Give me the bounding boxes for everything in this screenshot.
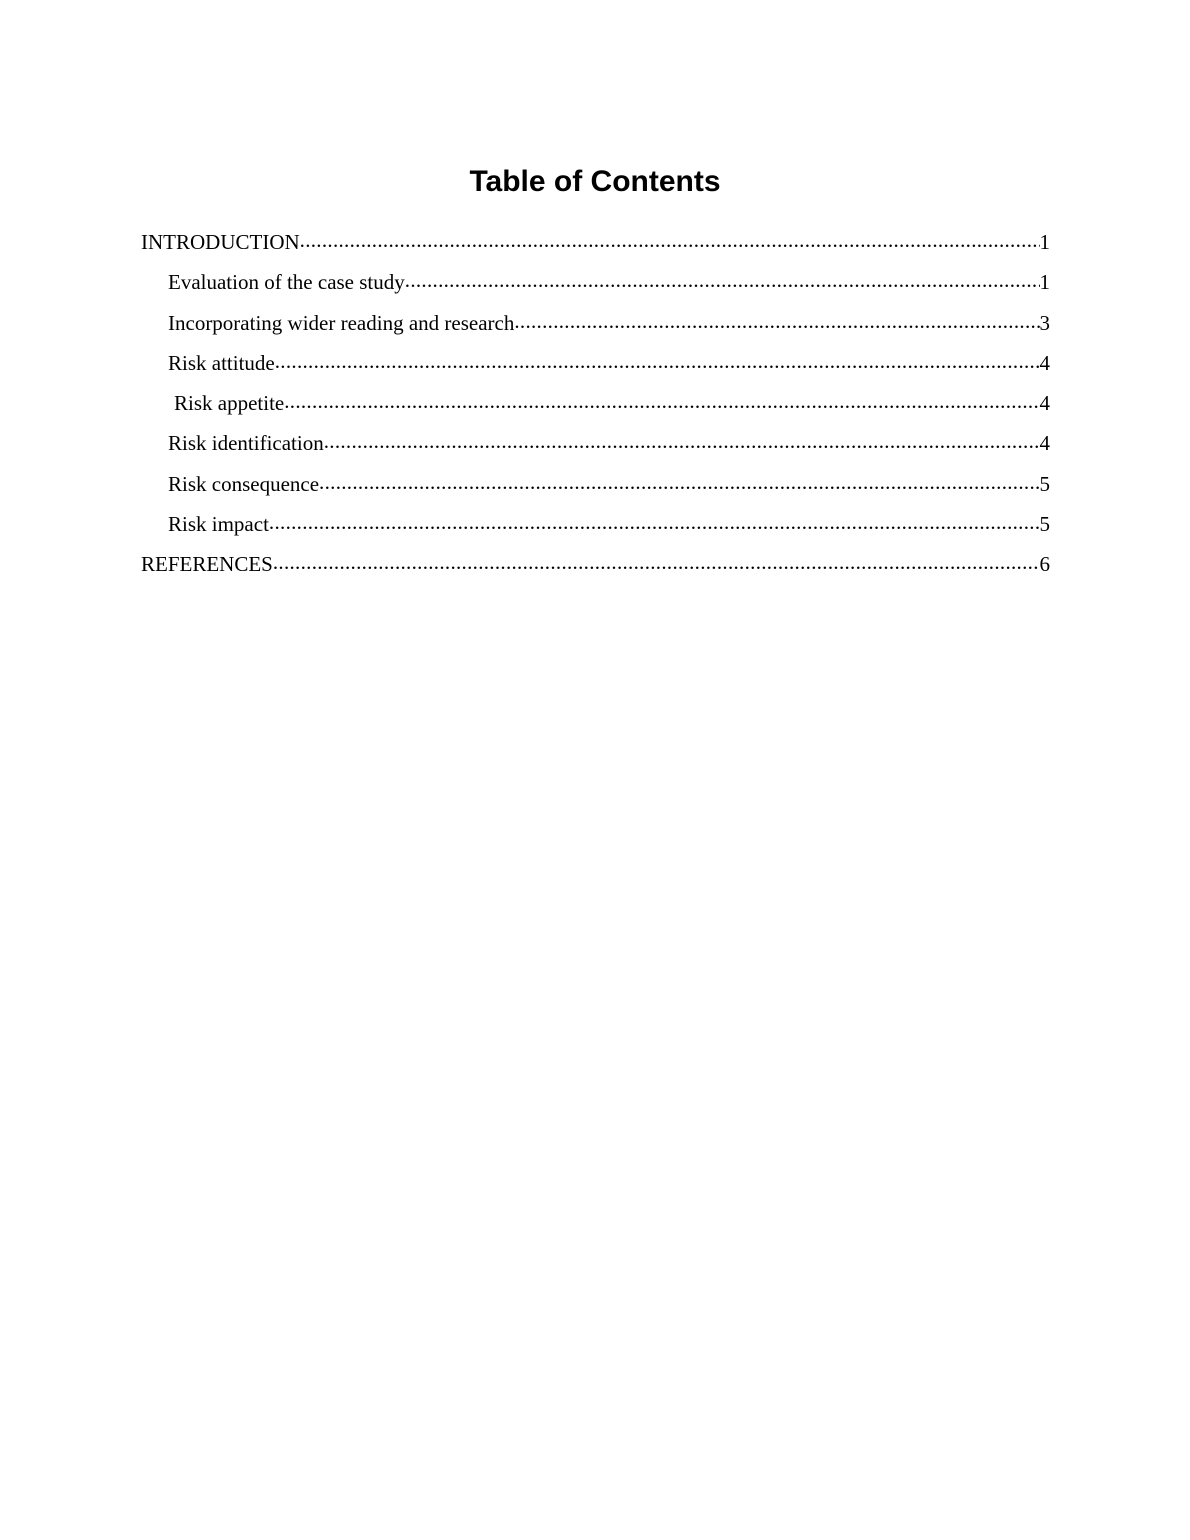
toc-dot-leader bbox=[324, 429, 1040, 450]
toc-entry-label: Risk attitude bbox=[168, 350, 275, 375]
toc-dot-leader bbox=[269, 510, 1040, 531]
toc-dot-leader bbox=[273, 550, 1040, 571]
toc-entry-risk-consequence[interactable] bbox=[141, 470, 1050, 510]
toc-dot-leader bbox=[514, 309, 1039, 330]
toc-page-number: 5 bbox=[1039, 512, 1050, 537]
toc-dot-leader bbox=[405, 268, 1040, 289]
toc-entry-label: Risk appetite bbox=[174, 391, 285, 416]
toc-title: Table of Contents bbox=[469, 165, 721, 198]
toc-entry-label: REFERENCES bbox=[141, 552, 273, 577]
toc-dot-leader bbox=[275, 349, 1040, 370]
toc-entry-evaluation[interactable] bbox=[141, 268, 1050, 308]
toc-page-number: 6 bbox=[1039, 552, 1050, 577]
toc-entry-label: Risk identification bbox=[168, 431, 324, 456]
toc-page-number: 4 bbox=[1039, 391, 1050, 416]
toc-entry-label: Evaluation of the case study bbox=[168, 270, 405, 295]
toc-page-number: 4 bbox=[1039, 350, 1050, 375]
toc-page-number: 4 bbox=[1039, 431, 1050, 456]
toc-entry-risk-identification[interactable] bbox=[141, 429, 1050, 469]
toc-entry-introduction[interactable] bbox=[141, 228, 1050, 268]
toc-entry-label: INTRODUCTION bbox=[141, 230, 300, 254]
toc-entry-risk-impact[interactable] bbox=[141, 510, 1050, 550]
toc-dot-leader bbox=[284, 389, 1039, 410]
toc-entry-risk-appetite[interactable] bbox=[141, 389, 1050, 429]
toc-entry-references[interactable] bbox=[141, 550, 1050, 590]
toc-page-number: 3 bbox=[1039, 310, 1050, 335]
toc-entry-label: Incorporating wider reading and research bbox=[168, 310, 515, 335]
toc-entry-risk-attitude[interactable] bbox=[141, 349, 1050, 389]
toc-list bbox=[141, 228, 1050, 591]
toc-entry-wider-reading[interactable] bbox=[141, 309, 1050, 349]
toc-entry-label: Risk impact bbox=[168, 512, 269, 537]
toc-page-number: 5 bbox=[1039, 471, 1050, 496]
toc-dot-leader bbox=[319, 470, 1039, 491]
toc-page-number: 1 bbox=[1039, 270, 1050, 295]
toc-dot-leader bbox=[300, 228, 1040, 249]
toc-page-number: 1 bbox=[1039, 230, 1050, 254]
toc-entry-label: Risk consequence bbox=[168, 471, 320, 496]
